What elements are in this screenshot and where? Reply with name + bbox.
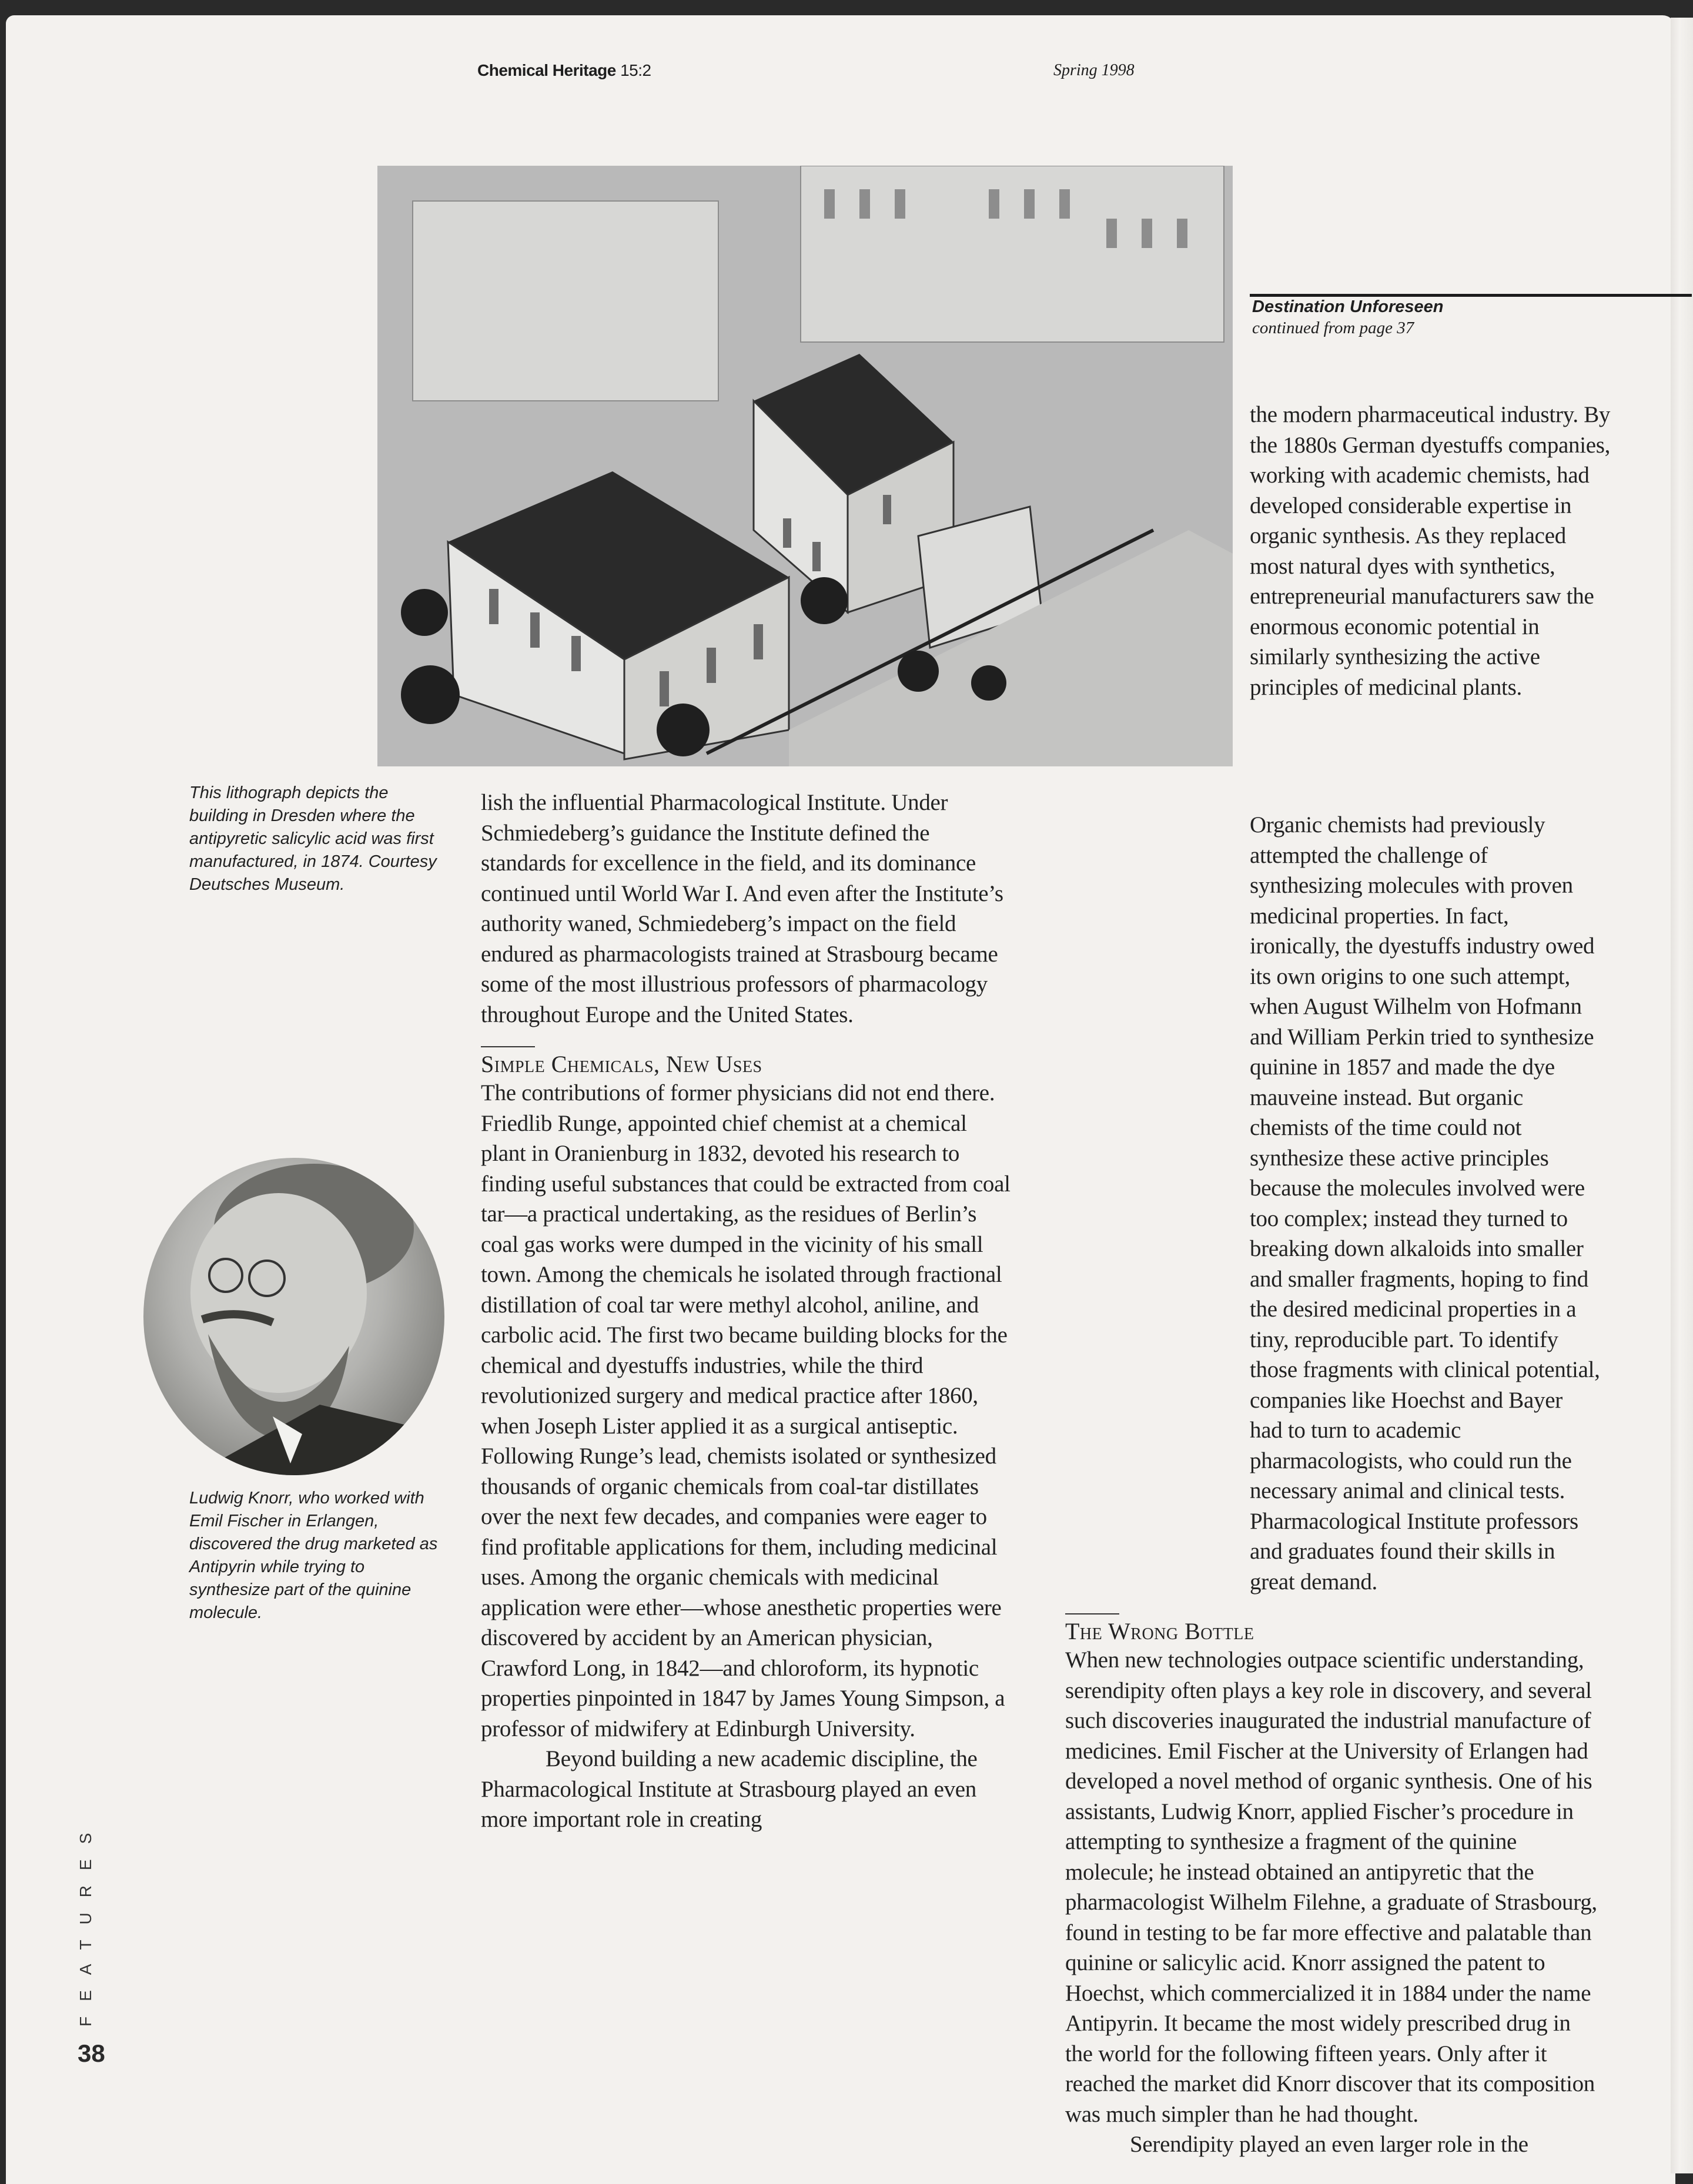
portrait-knorr-icon (143, 1158, 444, 1475)
paragraph: lish the influential Pharmacological Institute. Under Schmiedeberg’s guidance the Institute defined the standards for excellence in the field, and its dominance continued until World War I. And even after the Institute’s authority waned, Schmiedeberg’s impact on the field endured as pharmacologists trained at Strasbourg became some of the most illustrious professors of pharmacology throughout Europe and the United States. (481, 790, 1003, 1027)
continuation-rule (1250, 294, 1692, 297)
paragraph: Serendipity played an even larger role in the (1130, 2132, 1528, 2157)
section-heading-wrong-bottle: The Wrong Bottle (1065, 1618, 1254, 1644)
section-rule (1065, 1613, 1119, 1614)
section-rule (481, 1046, 535, 1047)
running-head-publication (477, 61, 651, 80)
next-page-edge (1671, 18, 1693, 2173)
publication-name: Chemical Heritage (477, 61, 616, 79)
section-label (76, 1817, 112, 2026)
issue-number: 15:2 (615, 61, 651, 79)
lithograph-image (377, 166, 1233, 766)
paragraph: When new technologies outpace scientific understanding, serendipity often plays a key role in discovery, and several such discoveries inaugurated the industrial manufacture of medicines. Emil Fischer at the University of Erlangen had developed a novel method of organic synthesis. One of his assistants, Ludwig Knorr, applied Fischer’s procedure in attempting to synthesize a fragment of the quinine molecule; he instead obtained an antipyretic that the pharmacologist Wilhelm Filehne, a graduate of Strasbourg, found in testing to be far more effective and palatable than quinine or salicylic acid. Knorr assigned the patent to Hoechst, which commercialized it in 1884 under the name Antipyrin. It became the most widely prescribed drug in the world for the following fifteen years. Only after it reached the market did Knorr discover that its composition was much simpler than he had thought. (1065, 1647, 1597, 2127)
paragraph: Beyond building a new academic discipline, the Pharmacological Institute at Strasbourg played an even more important role in creating (481, 1746, 978, 1832)
article-column-1 (481, 788, 1016, 1835)
section-label-text: FEATURES (76, 1817, 95, 2026)
continuation-subtitle: continued from page 37 (1252, 319, 1414, 337)
section-heading-simple-chemicals: Simple Chemicals, New Uses (481, 1051, 762, 1077)
building-illustration-icon (377, 166, 1233, 766)
article-column-2 (1065, 810, 1600, 2160)
paragraph: The contributions of former physicians did not end there. Friedlib Runge, appointed chief chemist at a chemical plant in Oranienburg in 1832, devoted his research to finding useful substances that could be extracted from coal tar—a practical undertaking, as the residues of Berlin’s coal gas works were dumped in the vicinity of his small town. Among the chemicals he isolated through fractional distillation of coal tar were methyl alcohol, aniline, and carbolic acid. The first two became building blocks for the chemical and dyestuffs industries, while the third revolutionized surgery and medical practice after 1860, when Joseph Lister applied it as a surgical antiseptic. Following Runge’s lead, chemists isolated or synthesized thousands of organic chemicals from coal-tar distillates over the next few decades, and companies were eager to find profitable applications for them, including medicinal uses. Among the organic chemicals with medicinal application were ether—whose anesthetic properties were discovered by accident by an American physician, Crawford Long, in 1842—and chloroform, its hypnotic properties pinpointed in 1847 by James Young Simpson, a professor of midwifery at Edinburgh University. (481, 1080, 1011, 1741)
paragraph: the modern pharmaceutical industry. By the 1880s German dyestuffs companies, working with academic chemists, had developed considerable expertise in organic synthesis. As they replaced most natural dyes with synthetics, entrepreneurial manufacturers saw the enormous economic potential in similarly synthesizing the active principles of medicinal plants. (1250, 402, 1611, 700)
portrait-image (143, 1158, 444, 1475)
lithograph-caption: This lithograph depicts the building in Dresden where the antipyretic salicylic acid was first manufactured, in 1874. Courtesy Deutsches Museum. (189, 783, 437, 894)
continuation-title: Destination Unforeseen (1252, 297, 1444, 316)
page-number: 38 (78, 2039, 105, 2067)
article-column-2-top (1250, 400, 1614, 702)
paragraph: Organic chemists had previously attempted the challenge of synthesizing molecules with proven medicinal properties. In fact, ironically, the dyestuffs industry owed its own origins to one such attempt, when August Wilhelm von Hofmann and William Perkin tried to synthesize quinine in 1857 and made the dye mauveine instead. But organic chemists of the time could not synthesize these active principles because the molecules involved were too complex; instead they turned to breaking down alkaloids into smaller and smaller fragments, hoping to find the desired medicinal properties in a tiny, reproducible part. To identify those fragments with clinical potential, companies like Hoechst and Bayer had to turn to academic pharmacologists, who could run the necessary animal and clinical tests. Pharmacological Institute professors and graduates found their skills in great demand. (1250, 812, 1600, 1595)
portrait-caption: Ludwig Knorr, who worked with Emil Fischer in Erlangen, discovered the drug marketed as Antipyrin while trying to synthesize part of the quinine molecule. (189, 1489, 438, 1622)
running-head-season: Spring 1998 (1053, 61, 1135, 79)
